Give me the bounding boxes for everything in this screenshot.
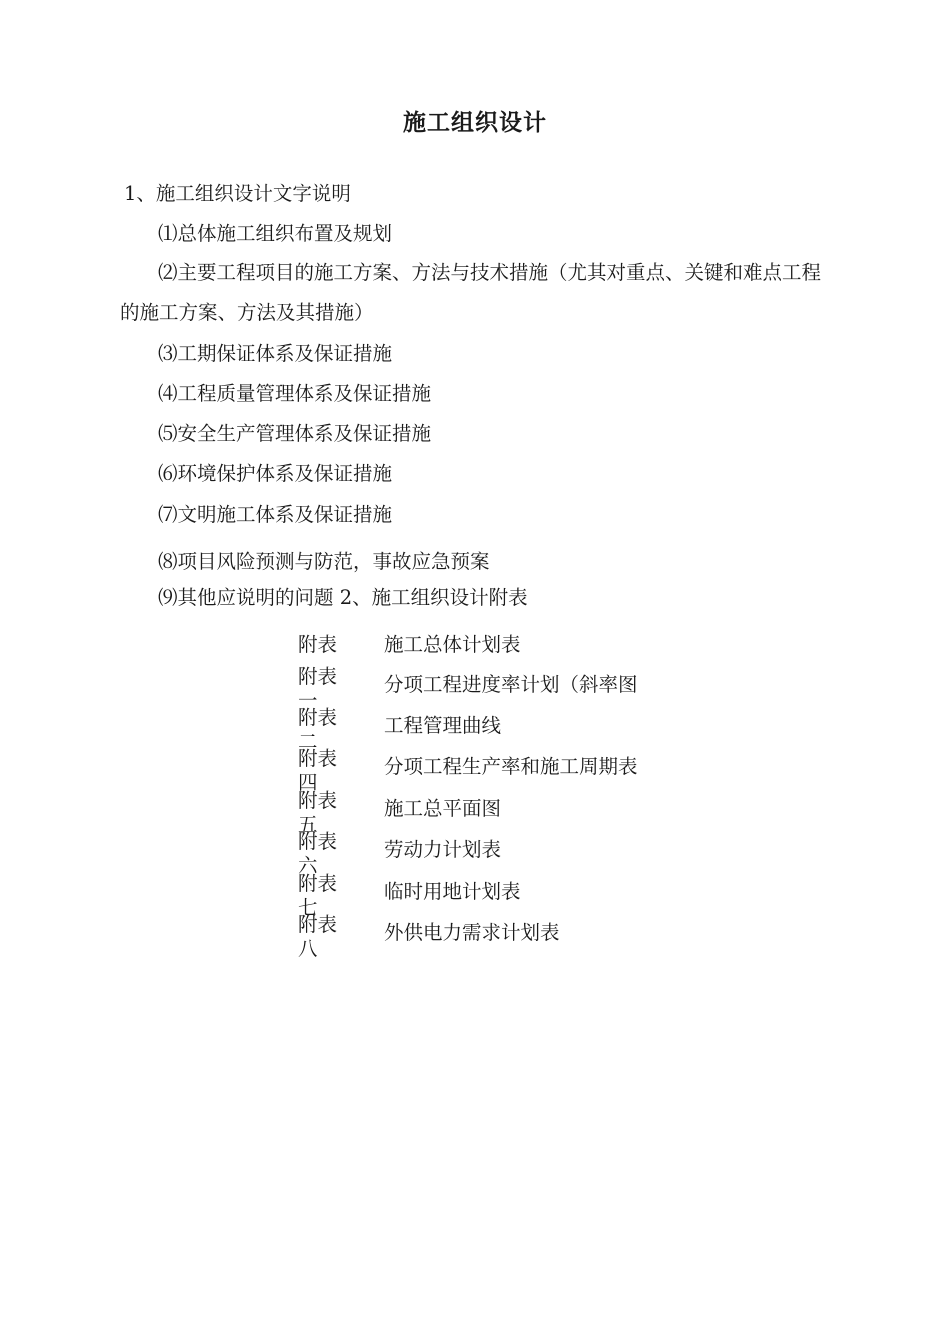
appendix-label: 附表八	[298, 913, 338, 960]
section-item-1: ⑴总体施工组织布置及规划	[158, 222, 393, 245]
section-item-2	[120, 253, 838, 333]
appendix-label: 附表六	[298, 830, 338, 877]
appendix-name: 施工总平面图	[384, 797, 502, 820]
section-heading: 1、施工组织设计文字说明	[124, 182, 351, 205]
appendix-row	[298, 872, 718, 919]
appendix-row	[298, 789, 718, 836]
appendix-row	[298, 830, 718, 877]
section-item-9: ⑼其他应说明的问题 2、施工组织设计附表	[158, 586, 528, 609]
appendix-name: 分项工程进度率计划（斜率图	[384, 673, 638, 696]
appendix-name: 外供电力需求计划表	[384, 921, 560, 944]
document-title: 施工组织设计	[403, 110, 547, 136]
appendix-row	[298, 665, 718, 712]
appendix-row	[298, 747, 718, 794]
appendix-name: 分项工程生产率和施工周期表	[384, 755, 638, 778]
section-item-7: ⑺文明施工体系及保证措施	[158, 503, 393, 526]
section-item-3: ⑶工期保证体系及保证措施	[158, 342, 393, 365]
appendix-label: 附表二	[298, 706, 338, 753]
appendix-label: 附表	[298, 633, 338, 656]
section-item-2-text: ⑵主要工程项目的施工方案、方法与技术措施（尤其对重点、关键和难点工程的施工方案、方法及其措施）	[120, 261, 822, 324]
appendix-name: 临时用地计划表	[384, 880, 521, 903]
appendix-label: 附表四	[298, 747, 338, 794]
appendix-row	[298, 706, 718, 753]
appendix-label: 附表五	[298, 789, 338, 836]
appendix-label: 附表一	[298, 665, 338, 712]
section-item-4: ⑷工程质量管理体系及保证措施	[158, 382, 432, 405]
appendix-label: 附表七	[298, 872, 338, 919]
appendix-row	[298, 913, 718, 960]
appendix-name: 工程管理曲线	[384, 714, 502, 737]
section-item-8: ⑻项目风险预测与防范，事故应急预案	[158, 550, 490, 573]
appendix-name: 施工总体计划表	[384, 633, 521, 656]
section-item-6: ⑹环境保护体系及保证措施	[158, 462, 393, 485]
appendix-name: 劳动力计划表	[384, 838, 502, 861]
section-item-5: ⑸安全生产管理体系及保证措施	[158, 422, 432, 445]
